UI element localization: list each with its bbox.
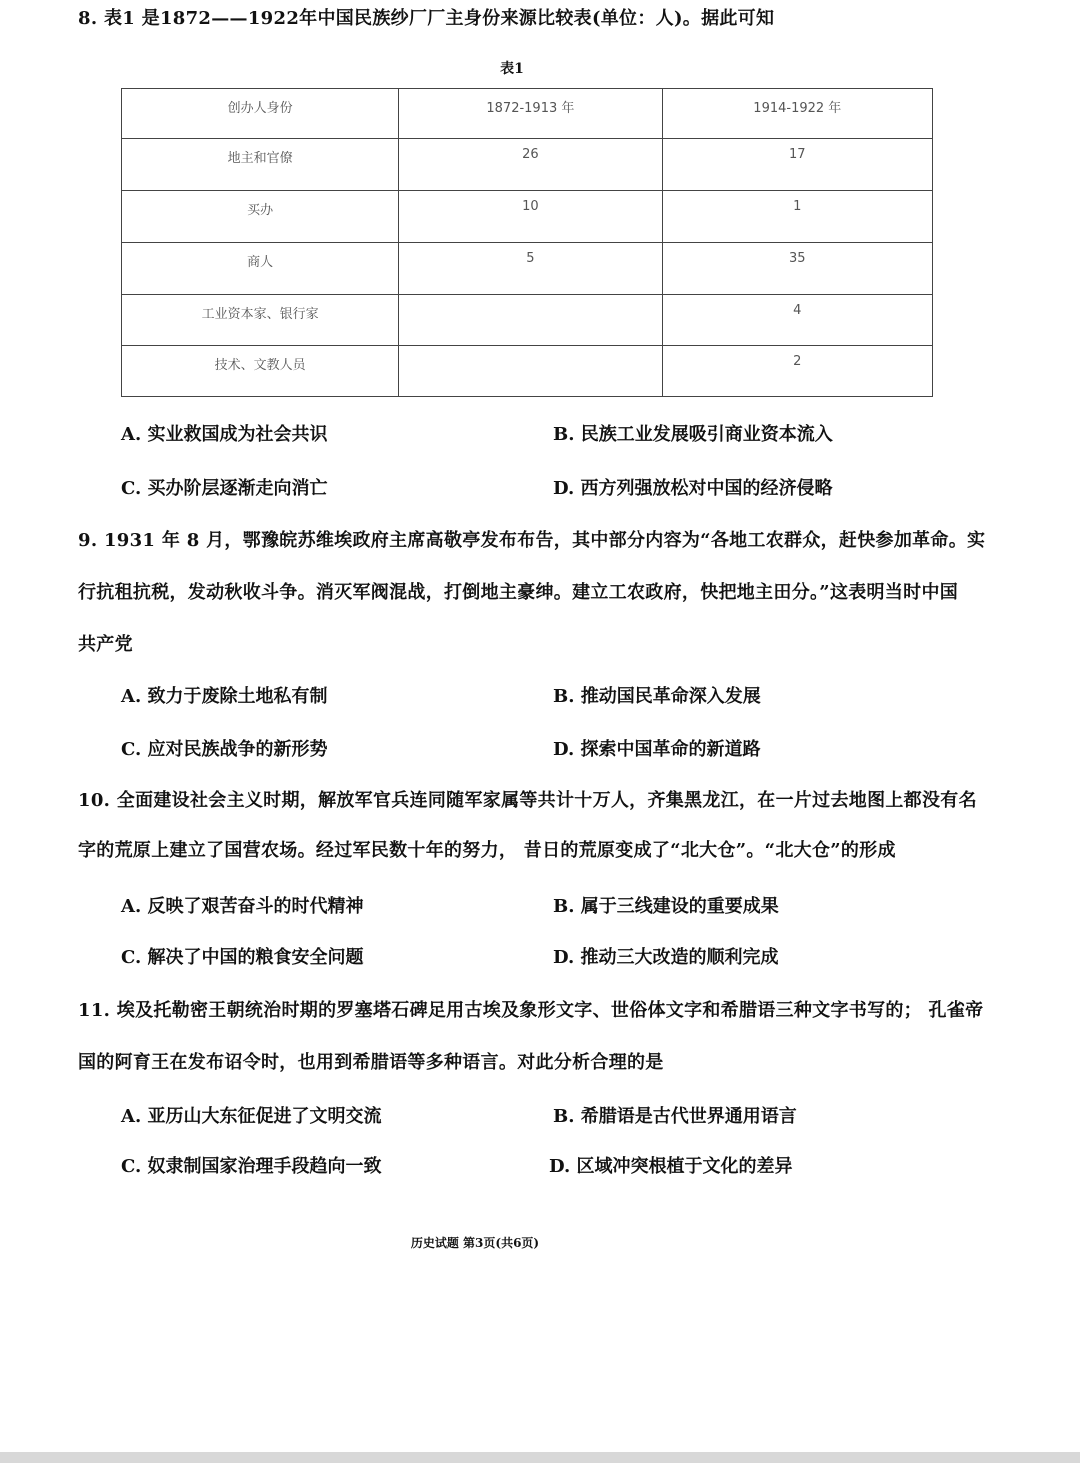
q8-stem: 8. 表1 是1872——1922年中国民族纱厂厂主身份来源比较表(单位：人)。据此可知 bbox=[78, 8, 775, 29]
q10-option-c: C. 解决了中国的粮食安全问题 bbox=[121, 947, 364, 968]
q10-option-d: D. 推动三大改造的顺利完成 bbox=[553, 947, 779, 968]
q11-line-2: 国的阿育王在发布诏令时，也用到希腊语等多种语言。对此分析合理的是 bbox=[78, 1052, 664, 1073]
q8-option-d: D. 西方列强放松对中国的经济侵略 bbox=[553, 478, 833, 499]
table-cell: 买办 bbox=[122, 191, 399, 243]
table-cell: 10 bbox=[399, 191, 662, 243]
table-cell: 商人 bbox=[122, 243, 399, 295]
q8-option-b: B. 民族工业发展吸引商业资本流入 bbox=[553, 424, 833, 445]
table-row bbox=[122, 243, 933, 295]
q8-option-a: A. 实业救国成为社会共识 bbox=[121, 424, 328, 445]
table-row bbox=[122, 295, 933, 346]
table-caption: 表1 bbox=[500, 61, 524, 77]
table-cell: 26 bbox=[399, 139, 662, 191]
q9-option-c: C. 应对民族战争的新形势 bbox=[121, 739, 328, 760]
table-row bbox=[122, 191, 933, 243]
table-header-cell: 1872-1913 年 bbox=[399, 89, 662, 139]
table-cell: 5 bbox=[399, 243, 662, 295]
q9-line-1: 9. 1931 年 8 月，鄂豫皖苏维埃政府主席高敬亭发布布告，其中部分内容为“各地工农群众，赶快参加革命。实 bbox=[78, 530, 986, 551]
q10-line-1: 10. 全面建设社会主义时期，解放军官兵连同随军家属等共计十万人，齐集黑龙江，在一片过去地图上都没有名 bbox=[78, 790, 977, 811]
q11-option-d: D. 区域冲突根植于文化的差异 bbox=[549, 1156, 793, 1177]
table-cell: 技术、文教人员 bbox=[122, 346, 399, 397]
table-cell: 1 bbox=[662, 191, 932, 243]
q9-option-d: D. 探索中国革命的新道路 bbox=[553, 739, 761, 760]
table-cell: 17 bbox=[662, 139, 932, 191]
q10-option-b: B. 属于三线建设的重要成果 bbox=[553, 896, 779, 917]
q8-table bbox=[121, 88, 933, 397]
table-cell bbox=[399, 346, 662, 397]
page-footer: 历史试题 第3页(共6页) bbox=[410, 1236, 540, 1250]
q11-line-1: 11. 埃及托勒密王朝统治时期的罗塞塔石碑足用古埃及象形文字、世俗体文字和希腊语三种文字书写的； 孔雀帝 bbox=[78, 1000, 984, 1021]
q11-option-c: C. 奴隶制国家治理手段趋向一致 bbox=[121, 1156, 382, 1177]
table-cell: 2 bbox=[662, 346, 932, 397]
table-cell: 工业资本家、银行家 bbox=[122, 295, 399, 346]
q10-option-a: A. 反映了艰苦奋斗的时代精神 bbox=[121, 896, 364, 917]
q11-option-b: B. 希腊语是古代世界通用语言 bbox=[553, 1106, 797, 1127]
table-cell: 地主和官僚 bbox=[122, 139, 399, 191]
bottom-scroll-edge bbox=[0, 1452, 1080, 1463]
q9-line-3: 共产党 bbox=[78, 634, 133, 655]
table-cell bbox=[399, 295, 662, 346]
q8-option-c: C. 买办阶层逐渐走向消亡 bbox=[121, 478, 328, 499]
table-header-cell: 1914-1922 年 bbox=[662, 89, 932, 139]
table-header-row bbox=[122, 89, 933, 139]
q9-line-2: 行抗租抗税，发动秋收斗争。消灭军阀混战，打倒地主豪绅。建立工农政府，快把地主田分。”这表明当时中国 bbox=[78, 582, 959, 603]
table-header-cell: 创办人身份 bbox=[122, 89, 399, 139]
q9-option-a: A. 致力于废除土地私有制 bbox=[121, 686, 328, 707]
q10-line-2: 字的荒原上建立了国营农场。经过军民数十年的努力， 昔日的荒原变成了“北大仓”。“北大仓”的形成 bbox=[78, 840, 896, 861]
q9-option-b: B. 推动国民革命深入发展 bbox=[553, 686, 761, 707]
table-cell: 4 bbox=[662, 295, 932, 346]
q11-option-a: A. 亚历山大东征促进了文明交流 bbox=[121, 1106, 382, 1127]
table-row bbox=[122, 346, 933, 397]
table-row bbox=[122, 139, 933, 191]
table-cell: 35 bbox=[662, 243, 932, 295]
